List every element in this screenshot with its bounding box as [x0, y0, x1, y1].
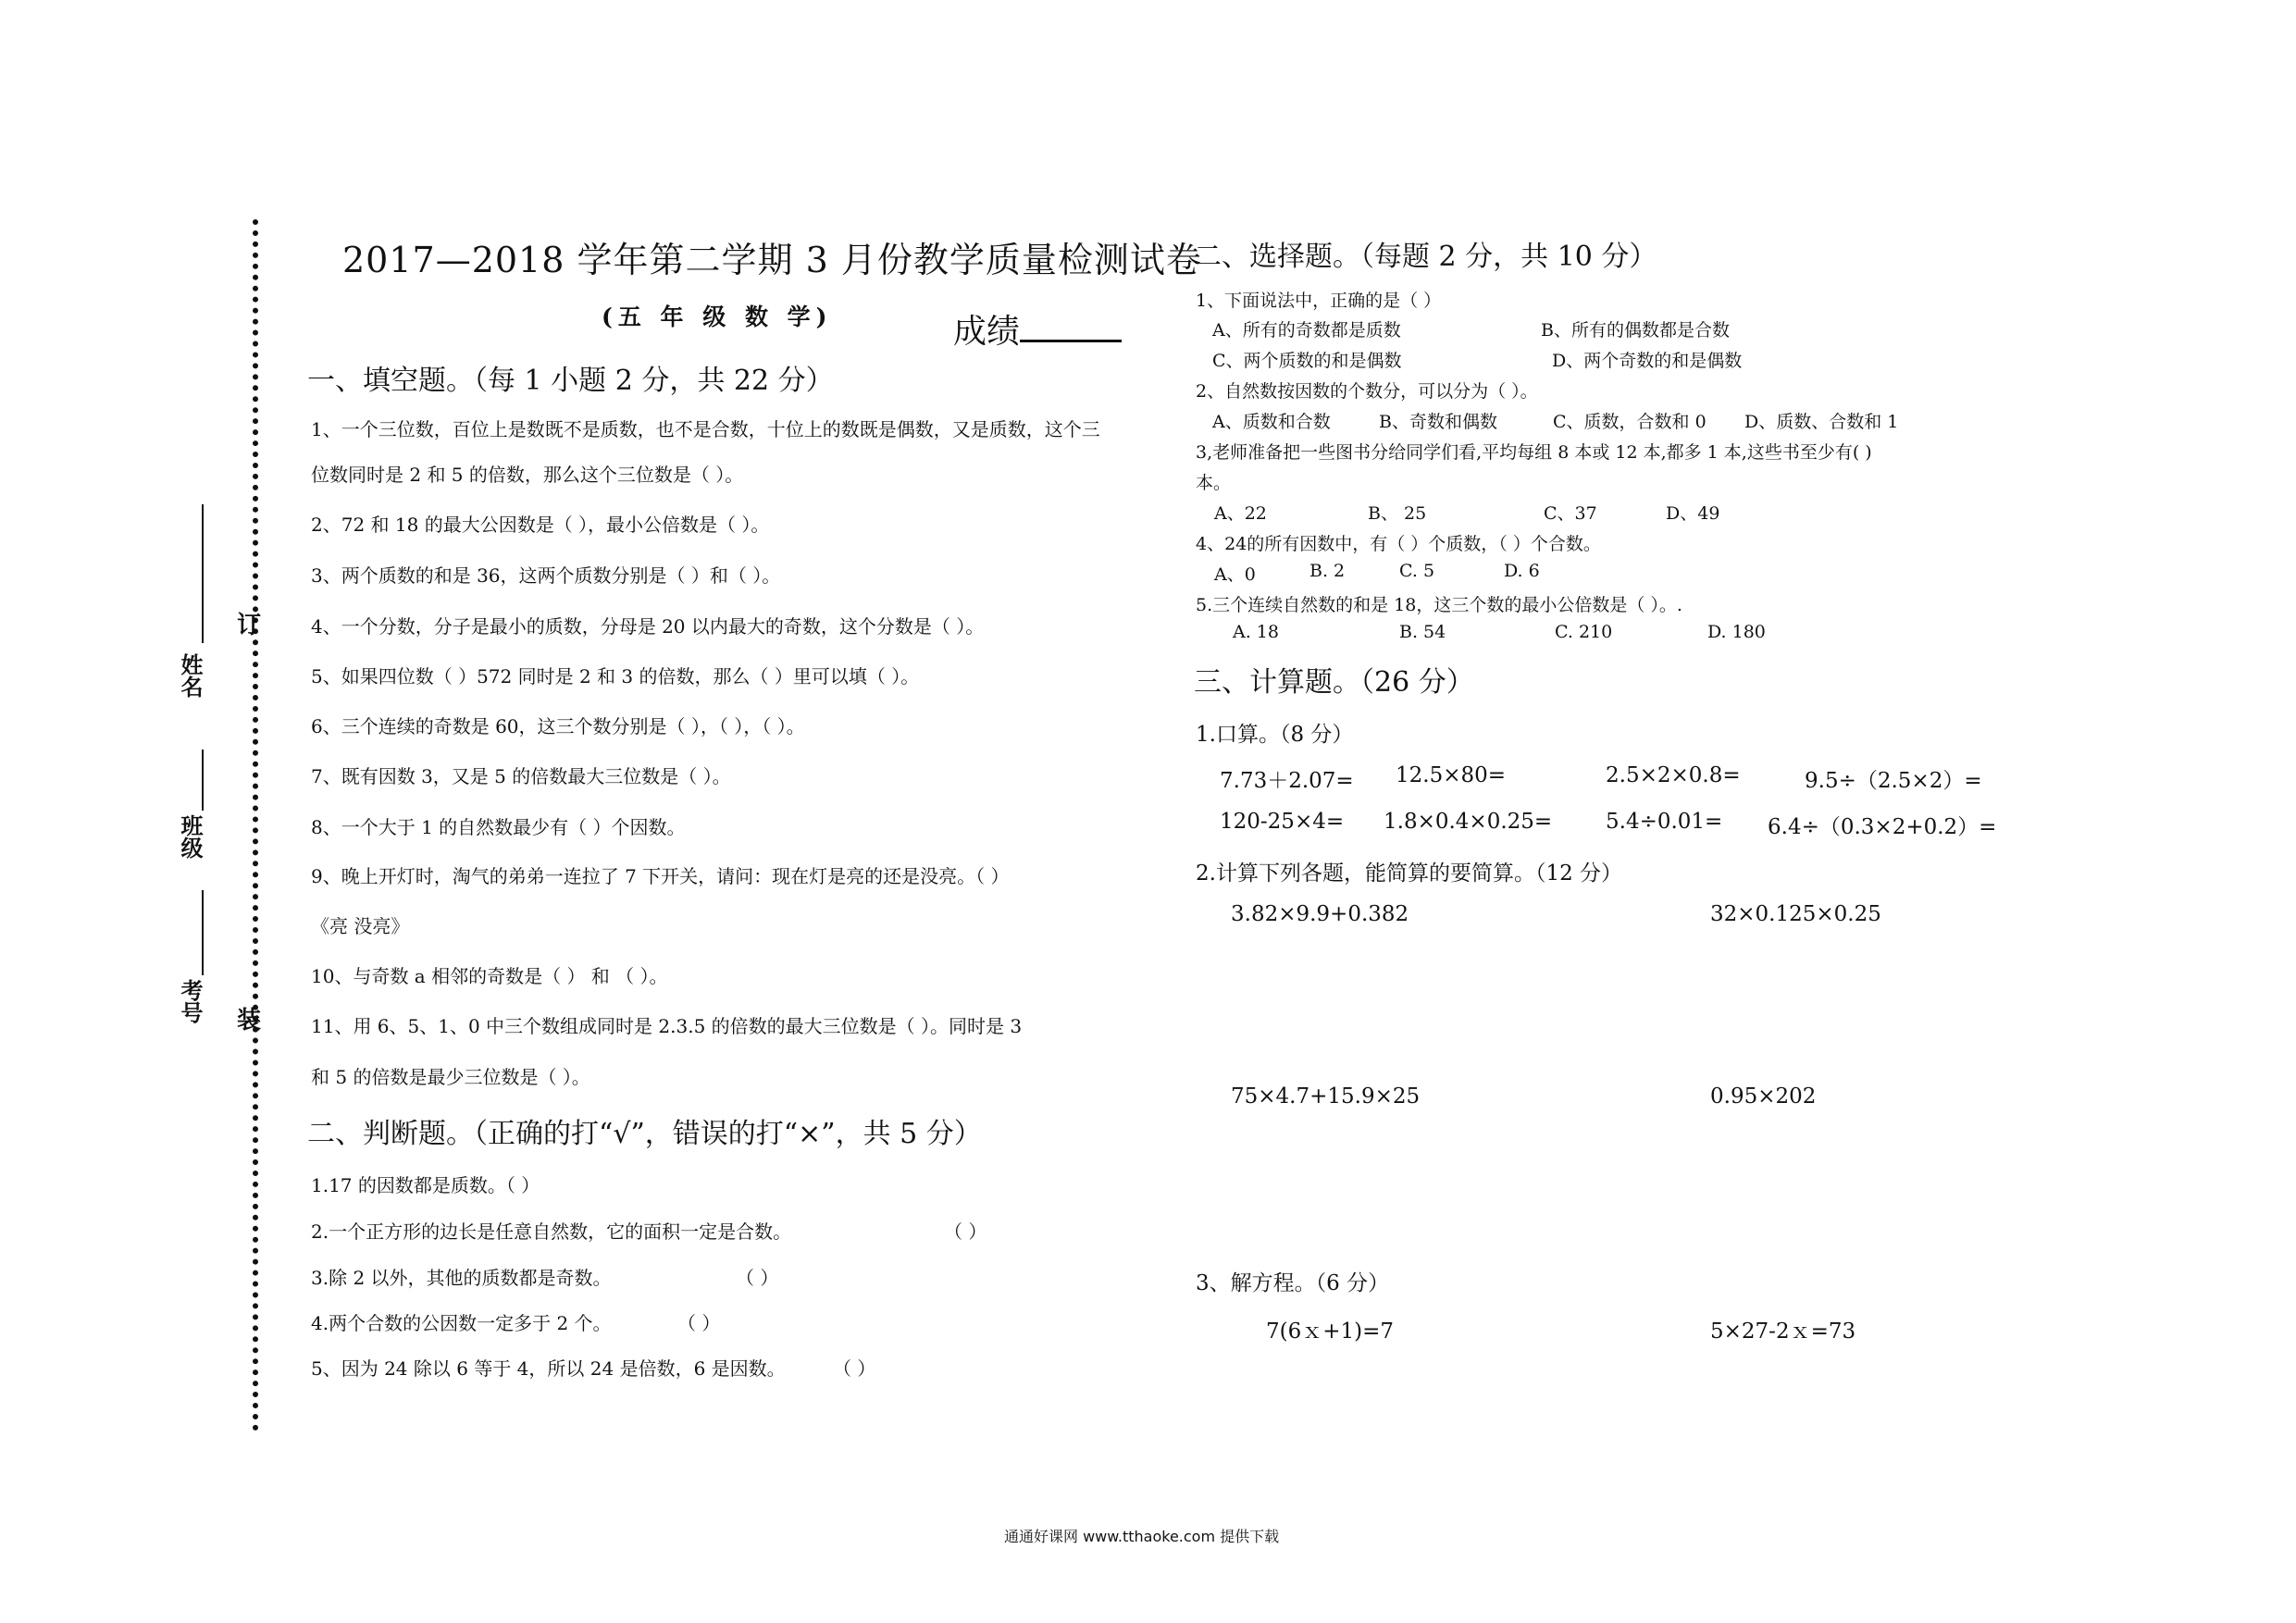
name-label: 姓名	[177, 653, 204, 698]
choice-q3-option-a: A、22	[1214, 503, 1267, 524]
judge-q1: 1.17 的因数都是质数。（ ）	[311, 1174, 540, 1196]
judge-q4-bracket: （ ）	[677, 1312, 721, 1334]
exam-subtitle: (五 年 级 数 学)	[602, 304, 833, 330]
oral-item-6: 1.8×0.4×0.25=	[1384, 810, 1553, 834]
choice-q1: 1、下面说法中，正确的是（ ）	[1196, 291, 1442, 311]
fill-q10: 10、与奇数 a 相邻的奇数是（ ） 和 （ ）。	[311, 965, 668, 987]
judge-q3-bracket: （ ）	[736, 1267, 779, 1289]
choice-q4-option-c: C. 5	[1399, 561, 1435, 581]
name-blank-line	[202, 504, 204, 643]
fill-q6: 6、三个连续的奇数是 60，这三个数分别是（ ），（ ），（ ）。	[311, 715, 805, 737]
equation-item-2: 5×27-2ｘ=73	[1710, 1319, 1856, 1344]
class-blank-line	[202, 750, 204, 811]
oral-item-3: 2.5×2×0.8=	[1606, 763, 1741, 787]
fill-q4: 4、一个分数，分子是最小的质数，分母是 20 以内最大的奇数，这个分数是（ ）。	[311, 615, 985, 638]
binding-zhuang-char: 装	[237, 1007, 262, 1035]
section-fill-title: 一、填空题。（每 1 小题 2 分，共 22 分）	[307, 365, 834, 397]
section-judge-title: 二、判断题。（正确的打“√”，错误的打“×”，共 5 分）	[307, 1118, 982, 1150]
footer-watermark: 通通好课网 www.tthaoke.com 提供下载	[1004, 1528, 1280, 1545]
choice-q5: 5.三个连续自然数的和是 18，这三个数的最小公倍数是（ ）。.	[1196, 595, 1682, 615]
choice-q1-option-b: B、所有的偶数都是合数	[1541, 320, 1730, 341]
score-label: 成绩	[953, 313, 1021, 351]
choice-q4: 4、24的所有因数中，有（ ）个质数，（ ）个合数。	[1196, 534, 1601, 554]
equation-item-1: 7(6ｘ+1)=7	[1266, 1319, 1395, 1344]
fill-q11-line2: 和 5 的倍数是最少三位数是（ ）。	[311, 1066, 590, 1088]
choice-q5-option-d: D. 180	[1707, 622, 1766, 642]
simplify-item-2: 32×0.125×0.25	[1710, 902, 1881, 926]
choice-q3-option-b: B、 25	[1368, 503, 1427, 524]
fill-q11-line1: 11、用 6、5、1、0 中三个数组成同时是 2.3.5 的倍数的最大三位数是（ ）。同时是 3	[311, 1015, 1023, 1037]
choice-q4-option-b: B. 2	[1309, 561, 1346, 581]
oral-item-1: 7.73＋2.07=	[1220, 769, 1354, 793]
fill-q3: 3、两个质数的和是 36，这两个质数分别是（ ）和（ ）。	[311, 564, 781, 587]
choice-q5-option-c: C. 210	[1555, 622, 1613, 642]
fill-q9: 9、晚上开灯时，淘气的弟弟一连拉了 7 下开关，请问：现在灯是亮的还是没亮。（ ）	[311, 865, 1010, 887]
oral-item-2: 12.5×80=	[1396, 763, 1507, 787]
simplify-title: 2.计算下列各题，能简算的要简算。（12 分）	[1196, 861, 1623, 886]
section-calc-title: 三、计算题。（26 分）	[1194, 666, 1474, 699]
binding-dotted-line	[253, 219, 258, 1431]
oral-calc-title: 1.口算。（8 分）	[1196, 723, 1354, 747]
choice-q3-option-d: D、49	[1666, 503, 1720, 524]
choice-q2-option-a: A、质数和合数	[1212, 412, 1331, 432]
score-blank	[1020, 314, 1122, 342]
fill-q2: 2、72 和 18 的最大公因数是（ ），最小公倍数是（ ）。	[311, 514, 770, 536]
choice-q3-option-c: C、37	[1544, 503, 1597, 524]
simplify-item-1: 3.82×9.9+0.382	[1231, 902, 1409, 926]
fill-q5: 5、如果四位数（ ）572 同时是 2 和 3 的倍数，那么（ ）里可以填（ ）。	[311, 665, 920, 688]
choice-q2-option-b: B、奇数和偶数	[1379, 412, 1497, 432]
judge-q4: 4.两个合数的公因数一定多于 2 个。	[311, 1312, 612, 1334]
fill-q1-line2: 位数同时是 2 和 5 的倍数，那么这个三位数是（ ）。	[311, 464, 744, 486]
simplify-item-3: 75×4.7+15.9×25	[1231, 1084, 1421, 1109]
choice-q2-option-d: D、质数、合数和 1	[1744, 412, 1899, 432]
choice-q3-line1: 3,老师准备把一些图书分给同学们看,平均每组 8 本或 12 本,都多 1 本,这些书至少有( )	[1196, 442, 1872, 463]
judge-q3: 3.除 2 以外，其他的质数都是奇数。	[311, 1267, 612, 1289]
choice-q5-option-a: A. 18	[1233, 622, 1279, 642]
score-field	[953, 305, 1122, 353]
choice-q3-line2: 本。	[1196, 473, 1232, 493]
judge-q5: 5、因为 24 除以 6 等于 4，所以 24 是倍数，6 是因数。	[311, 1357, 786, 1380]
fill-q7: 7、既有因数 3，又是 5 的倍数最大三位数是（ ）。	[311, 765, 731, 787]
oral-item-4: 9.5÷（2.5×2）=	[1805, 769, 1982, 793]
choice-q4-option-a: A、0	[1214, 564, 1256, 585]
choice-q2: 2、自然数按因数的个数分，可以分为（ ）。	[1196, 381, 1538, 402]
judge-q5-bracket: （ ）	[833, 1357, 876, 1380]
exam-number-blank-line	[202, 890, 204, 975]
fill-q8: 8、一个大于 1 的自然数最少有（ ）个因数。	[311, 816, 686, 838]
simplify-item-4: 0.95×202	[1710, 1084, 1817, 1109]
choice-q1-option-c: C、两个质数的和是偶数	[1212, 351, 1402, 371]
judge-q2-bracket: （ ）	[944, 1220, 987, 1243]
equation-title: 3、解方程。（6 分）	[1196, 1271, 1390, 1295]
fill-q1-line1: 1、一个三位数，百位上是数既不是质数，也不是合数，十位上的数既是偶数，又是质数，这个三	[311, 418, 1100, 440]
exam-number-label: 考号	[177, 979, 204, 1023]
judge-q2: 2.一个正方形的边长是任意自然数，它的面积一定是合数。	[311, 1220, 792, 1243]
choice-q1-option-d: D、两个奇数的和是偶数	[1552, 351, 1743, 371]
choice-q4-option-d: D. 6	[1504, 561, 1540, 581]
class-label: 班级	[177, 814, 204, 859]
section-choice-title: 二、选择题。（每题 2 分，共 10 分）	[1194, 241, 1657, 273]
oral-item-5: 120-25×4=	[1220, 810, 1345, 834]
choice-q2-option-c: C、质数，合数和 0	[1553, 412, 1706, 432]
fill-q9-options: 《亮 没亮》	[311, 915, 410, 937]
oral-item-7: 5.4÷0.01=	[1606, 810, 1723, 834]
choice-q5-option-b: B. 54	[1399, 622, 1446, 642]
oral-item-8: 6.4÷（0.3×2+0.2）=	[1768, 815, 1997, 839]
binding-ding-char: 订	[237, 612, 262, 639]
exam-title: 2017—2018 学年第二学期 3 月份教学质量检测试卷	[342, 240, 1202, 280]
choice-q1-option-a: A、所有的奇数都是质数	[1212, 320, 1401, 341]
